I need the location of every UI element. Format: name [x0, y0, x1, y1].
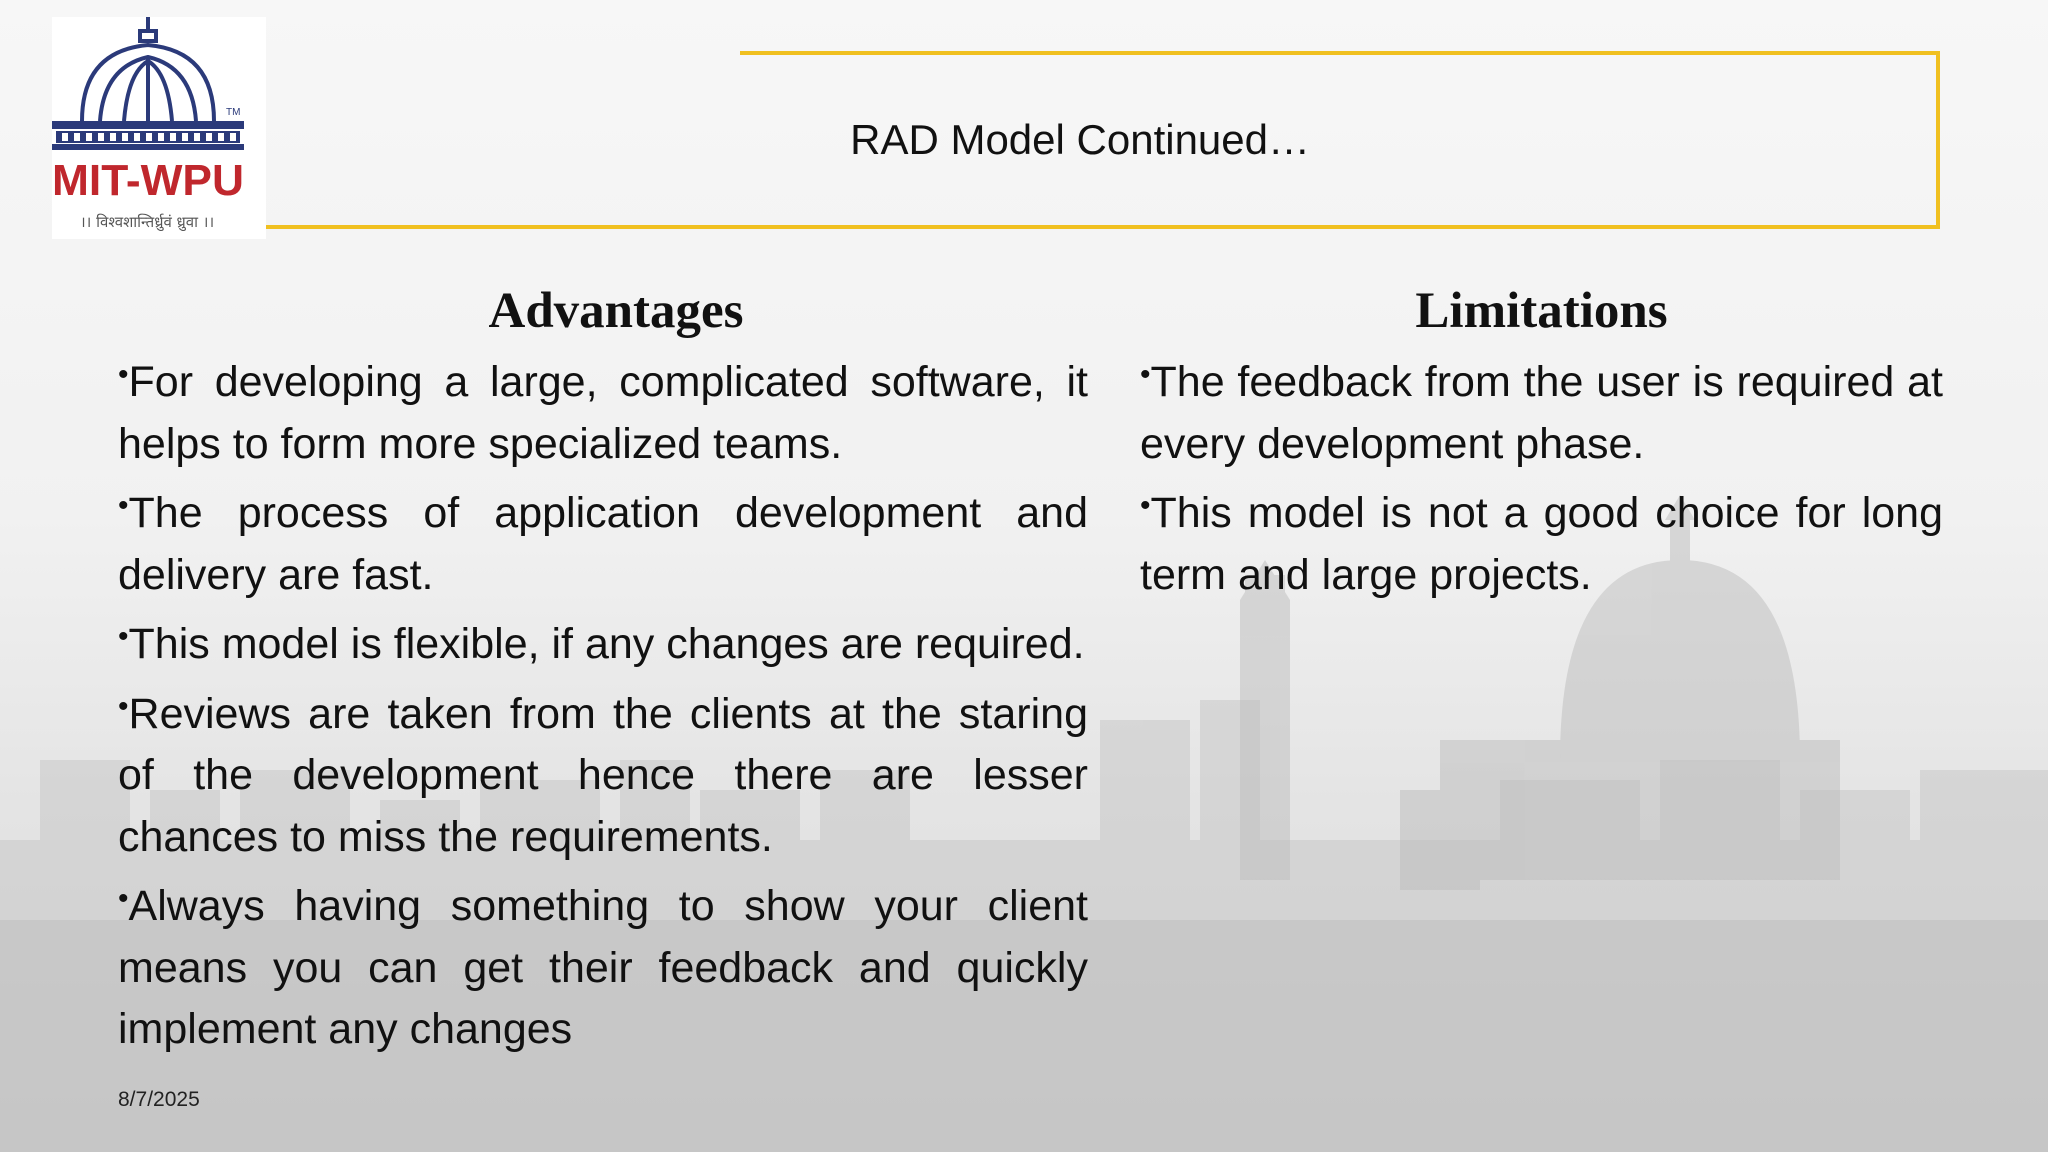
bullet-icon: • — [118, 358, 129, 391]
svg-text:।। विश्वशान्तिर्ध्रुवं ध्रुवा: ।। विश्वशान्तिर्ध्रुवं ध्रुवा ।। — [80, 213, 215, 231]
list-item: •For developing a large, complicated software, it helps to form more specialized teams. — [118, 358, 1088, 468]
page-title: RAD Model Continued… — [850, 116, 1310, 163]
slide-date: 8/7/2025 — [118, 1088, 200, 1111]
bullet-icon: • — [118, 882, 129, 915]
bullet-icon: • — [118, 489, 129, 522]
list-item: •Always having something to show your client means you can get their feedback and quickly implement any changes — [118, 882, 1088, 1053]
dome-icon — [52, 17, 266, 239]
svg-text:TM: TM — [226, 107, 241, 118]
list-item: •The feedback from the user is required at every development phase. — [1140, 358, 1943, 468]
limitations-column — [1140, 278, 1943, 606]
bullet-icon: • — [118, 620, 129, 653]
bullet-icon: • — [1140, 358, 1151, 391]
svg-text:MIT-WPU: MIT-WPU — [52, 156, 244, 205]
bullet-icon: • — [1140, 489, 1151, 522]
bullet-icon: • — [118, 689, 129, 723]
mit-wpu-logo — [52, 17, 266, 239]
title-underline — [266, 225, 744, 229]
list-item: •The process of application development and delivery are fast. — [118, 489, 1088, 599]
advantages-column — [118, 278, 1088, 1061]
limitations-heading: Limitations — [1415, 283, 1668, 339]
list-item: •This model is not a good choice for long term and large projects. — [1140, 489, 1943, 599]
list-item: •Reviews are taken from the clients at the staring of the development hence there are lesser chances to miss the requirements. — [118, 689, 1088, 861]
advantages-heading: Advantages — [488, 283, 744, 339]
list-item: •This model is flexible, if any changes are required. — [118, 620, 1085, 668]
